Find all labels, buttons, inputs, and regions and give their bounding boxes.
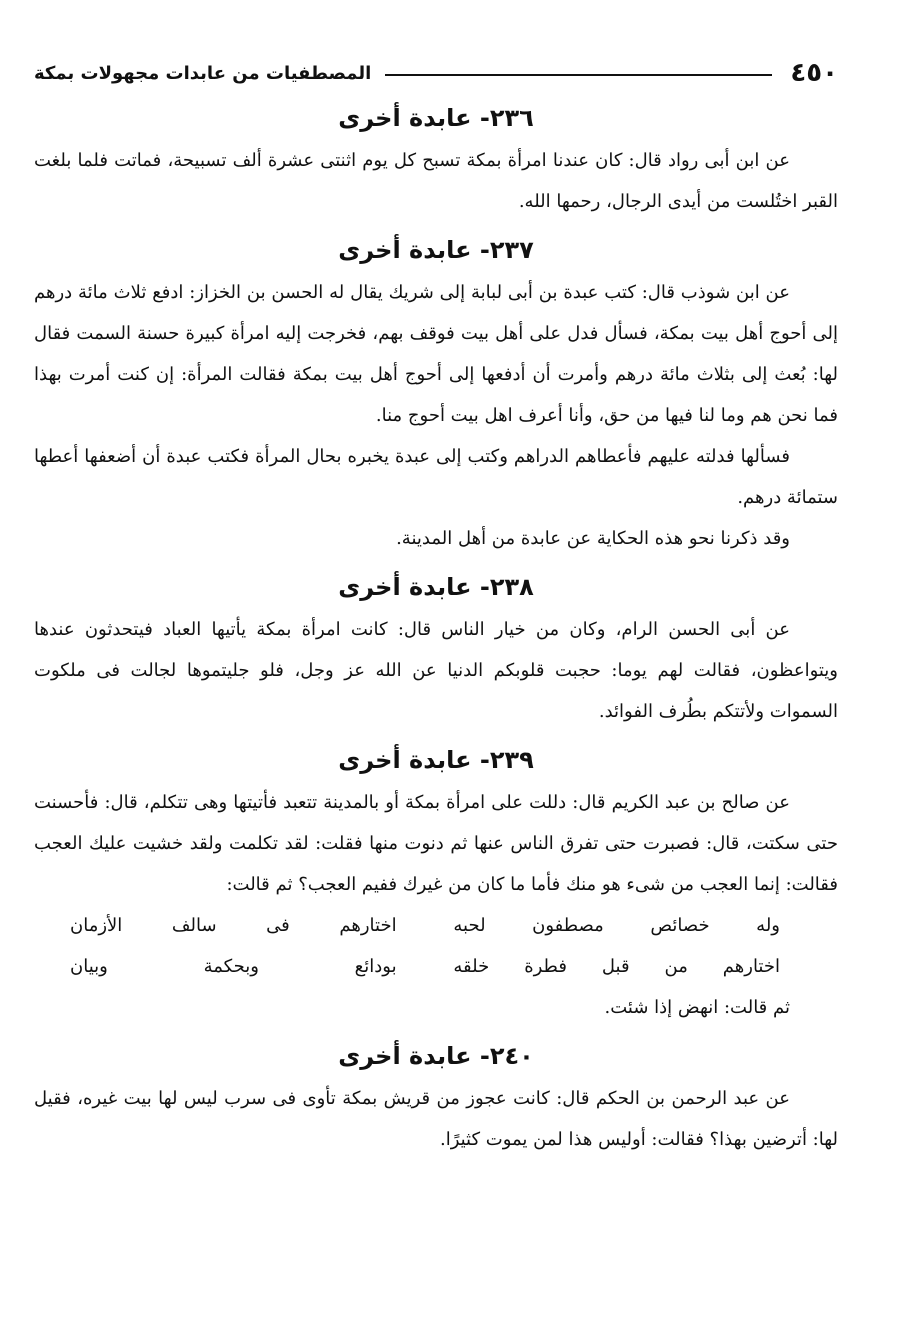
section-heading: ٢٣٧- عابدة أخرى — [338, 236, 534, 264]
paragraph: عن صالح بن عبد الكريم قال: دللت على امرأة بمكة أو بالمدينة تتعبد فأتيتها وهى تتكلم، قال: فأحسنت حتى سكتت، قال: فصبرت حتى تفرق الناس عنها ثم دنوت منها فقلت: لقد تكلمت ولقد خشيت عليك العجب فقالت: إنما العجب من شىء هو منك فأما ما كان من غيرك ففيم العجب؟ ثم قالت: — [34, 792, 838, 895]
section-heading: ٢٣٨- عابدة أخرى — [338, 573, 534, 601]
poem-first-hemistich: وله خصائص مصطفون لحبه — [453, 915, 780, 936]
page-number: ٤٥٠ — [790, 58, 838, 88]
book-title: المصطفيات من عابدات مجهولات بمكة — [34, 62, 372, 84]
header-rule — [385, 74, 772, 76]
paragraph: فسألها فدلته عليهم فأعطاهم الدراهم وكتب إلى عبدة يخبره بحال المرأة فكتب عبدة أن أضعفها أعطها ستمائة درهم. — [34, 446, 838, 508]
paragraph: عن عبد الرحمن بن الحكم قال: كانت عجوز من قريش بمكة تأوى فى سرب ليس لها بيت غيره، فقيل لها: أترضين بهذا؟ فقالت: أوليس هذا لمن يموت كثيرًا. — [34, 1088, 838, 1150]
section-236 — [34, 96, 838, 222]
paragraph: عن ابن شوذب قال: كتب عبدة بن أبى لبابة إلى شريك يقال له الحسن بن الخزاز: ادفع ثلاث مائة درهم إلى أحوج أهل بيت بمكة، فسأل فدل على أهل بيت فوقف بهم، فخرجت إليه امرأة كبيرة حسنة السمت فقال لها: بُعث إلى بثلاث مائة درهم وأمرت أن أدفعها إلى أحوج أهل بيت بمكة فقالت المرأة: إن كنت أمرت بهذا فما نحن هم وما لنا فيها من حق، وأنا أعرف اهل بيت أحوج منا. — [34, 282, 838, 426]
poem — [34, 905, 838, 987]
section-heading: ٢٣٦- عابدة أخرى — [338, 104, 534, 132]
section-238 — [34, 565, 838, 732]
poem-verse — [70, 905, 780, 946]
paragraph: ثم قالت: انهض إذا شئت. — [604, 997, 790, 1018]
poem-second-hemistich: اختارهم فى سالف الأزمان — [70, 915, 397, 936]
section-239 — [34, 738, 838, 1028]
section-heading: ٢٤٠- عابدة أخرى — [338, 1042, 534, 1070]
paragraph: وقد ذكرنا نحو هذه الحكاية عن عابدة من أهل المدينة. — [396, 528, 790, 549]
book-page — [34, 50, 838, 1293]
running-header — [34, 50, 838, 96]
poem-verse — [70, 946, 780, 987]
poem-first-hemistich: اختارهم من قبل فطرة خلقه — [453, 956, 780, 977]
section-heading: ٢٣٩- عابدة أخرى — [338, 746, 534, 774]
section-240 — [34, 1034, 838, 1160]
section-237 — [34, 228, 838, 559]
poem-second-hemistich: بودائع وبحكمة وبيان — [70, 956, 397, 977]
paragraph: عن ابن أبى رواد قال: كان عندنا امرأة بمكة تسبح كل يوم اثنتى عشرة ألف تسبيحة، فماتت فلما بلغت القبر اختُلست من أيدى الرجال، رحمها الله. — [34, 150, 838, 212]
paragraph: عن أبى الحسن الرام، وكان من خيار الناس قال: كانت امرأة بمكة يأتيها العباد فيتحدثون عندها ويتواعظون، فقالت لهم يوما: حجبت قلوبكم الدنيا عن الله عز وجل، فلو جليتموها لجالت فى ملكوت السموات ولأتتكم بطُرف الفوائد. — [34, 619, 838, 722]
